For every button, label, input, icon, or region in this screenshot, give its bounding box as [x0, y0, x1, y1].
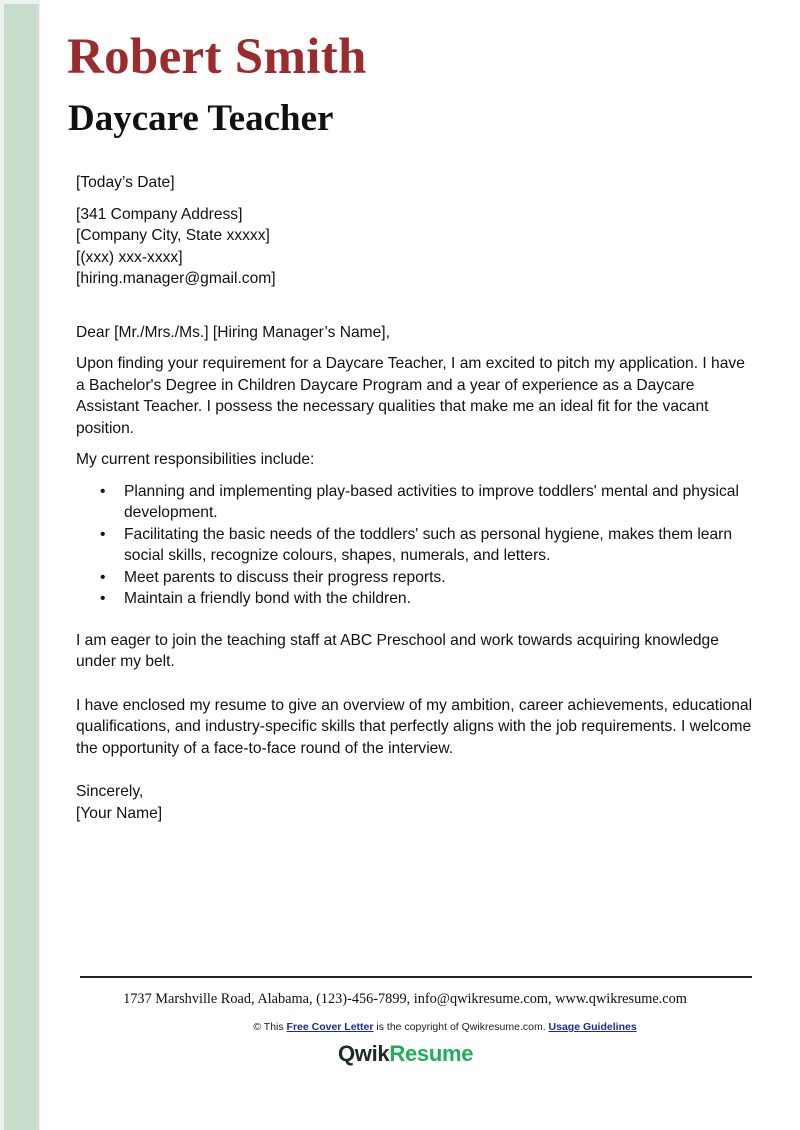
qwikresume-logo	[338, 1041, 473, 1067]
applicant-name: Robert Smith	[67, 29, 367, 85]
closing: Sincerely,	[76, 783, 144, 800]
address-line: [Company City, State xxxxx]	[76, 227, 270, 244]
recipient-address	[76, 204, 756, 290]
list-item: • Maintain a friendly bond with the children.	[124, 588, 756, 610]
list-item: • Facilitating the basic needs of the toddlers' such as personal hygiene, makes them learn social skills, recognize colours, shapes, numerals, and letters.	[124, 524, 756, 567]
job-title: Daycare Teacher	[68, 98, 334, 139]
free-cover-letter-link[interactable]: Free Cover Letter	[286, 1021, 374, 1033]
intro-paragraph: Upon finding your requirement for a Daycare Teacher, I am excited to pitch my application. I have a Bachelor's Degree in Children Daycare Program and a year of experience as a Daycare Assistant Teacher. I possess the necessary qualities that make me an ideal fit for the vacant position.	[76, 355, 745, 437]
date: [Today’s Date]	[76, 174, 175, 191]
side-stripe	[4, 4, 36, 1130]
copyright-middle: is the copyright of Qwikresume.com.	[373, 1021, 549, 1033]
logo-resume: Resume	[389, 1041, 474, 1066]
responsibilities-heading: My current responsibilities include:	[76, 451, 315, 468]
responsibilities-list	[76, 481, 756, 610]
copyright-notice	[0, 1021, 800, 1033]
signature: [Your Name]	[76, 804, 163, 822]
side-stripe-edge	[36, 4, 39, 1130]
address-line: [hiring.manager@gmail.com]	[76, 270, 276, 287]
logo-qwik: Qwik	[338, 1041, 390, 1066]
copyright-prefix: © This	[253, 1021, 287, 1033]
address-line: [341 Company Address]	[76, 205, 243, 223]
eager-paragraph: I am eager to join the teaching staff at ABC Preschool and work towards acquiring knowledge under my belt.	[76, 631, 719, 670]
enclosed-paragraph: I have enclosed my resume to give an overview of my ambition, career achievements, educational qualifications, and industry-specific skills that perfectly aligns with the job requirements. I welcome the opportunity of a face-to-face round of the interview.	[76, 696, 753, 757]
address-line: [(xxx) xxx-xxxx]	[76, 248, 183, 266]
list-item: • Meet parents to discuss their progress reports.	[124, 567, 756, 589]
letter-body	[76, 172, 756, 824]
footer-address: 1737 Marshville Road, Alabama, (123)-456-7899, info@qwikresume.com, www.qwikresume.com	[123, 991, 687, 1007]
usage-guidelines-link[interactable]: Usage Guidelines	[548, 1021, 637, 1033]
list-item: • Planning and implementing play-based activities to improve toddlers' mental and physical development.	[124, 481, 756, 524]
footer-divider	[80, 976, 752, 978]
salutation: Dear [Mr./Mrs./Ms.] [Hiring Manager’s Name],	[76, 323, 390, 341]
